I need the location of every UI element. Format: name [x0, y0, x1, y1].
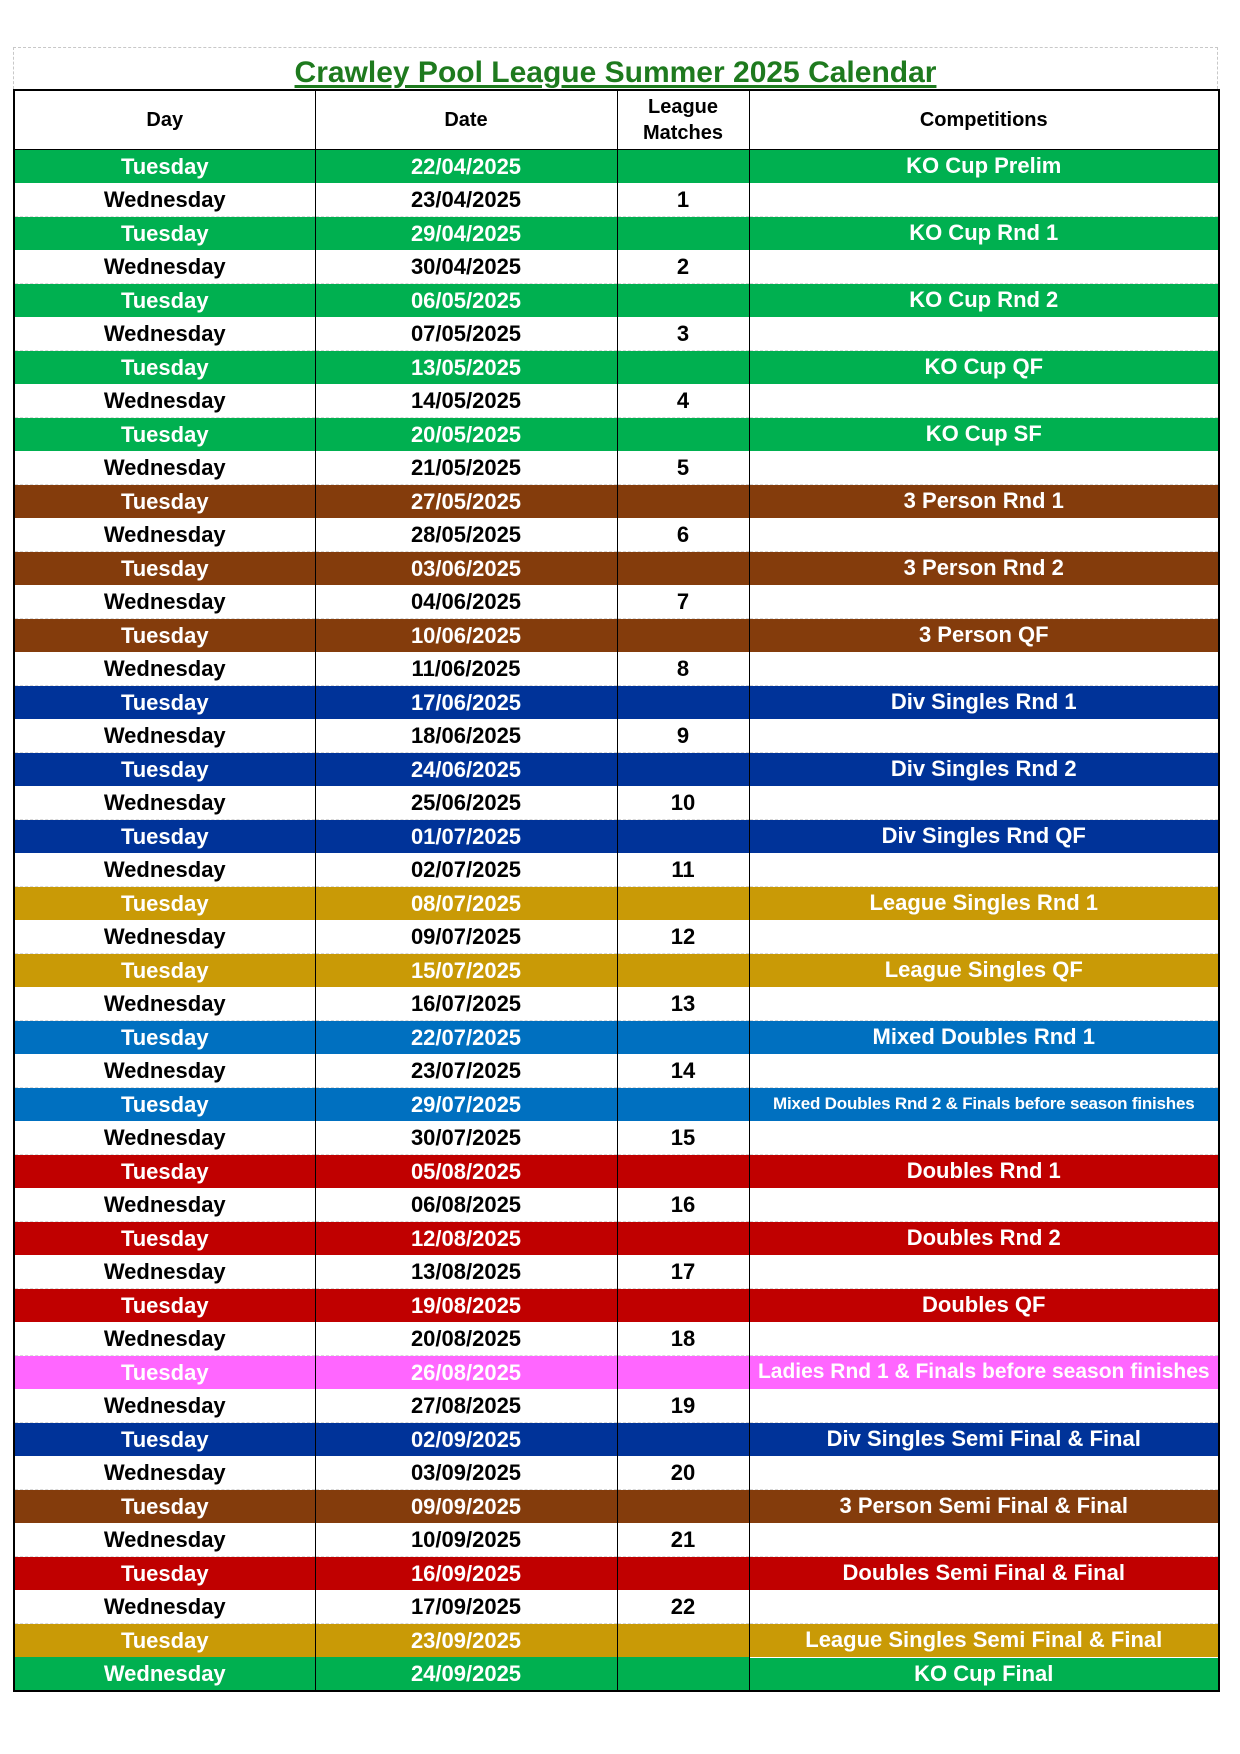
cell-league-match: [617, 1423, 749, 1457]
cell-league-match: 20: [617, 1456, 749, 1490]
cell-competition: [749, 1590, 1219, 1624]
calendar-table: [13, 89, 1220, 1692]
page-title: Crawley Pool League Summer 2025 Calendar: [294, 55, 937, 89]
cell-league-match: [617, 217, 749, 251]
cell-day: Wednesday: [14, 1389, 315, 1423]
cell-competition: Doubles Semi Final & Final: [749, 1557, 1219, 1591]
cell-date: 18/06/2025: [315, 719, 617, 753]
cell-competition: Mixed Doubles Rnd 1: [749, 1021, 1219, 1055]
cell-competition: [749, 920, 1219, 954]
table-row: [14, 1255, 1219, 1289]
cell-competition: 3 Person Rnd 2: [749, 552, 1219, 586]
cell-date: 27/08/2025: [315, 1389, 617, 1423]
table-row: [14, 954, 1219, 988]
cell-day: Wednesday: [14, 250, 315, 284]
table-row: [14, 1490, 1219, 1524]
cell-date: 26/08/2025: [315, 1356, 617, 1390]
cell-date: 03/09/2025: [315, 1456, 617, 1490]
cell-league-match: 12: [617, 920, 749, 954]
cell-league-match: [617, 1155, 749, 1189]
table-row: [14, 585, 1219, 619]
cell-league-match: 7: [617, 585, 749, 619]
cell-competition: [749, 1054, 1219, 1088]
cell-league-match: [617, 954, 749, 988]
cell-competition: [749, 987, 1219, 1021]
cell-league-match: 6: [617, 518, 749, 552]
cell-competition: KO Cup SF: [749, 418, 1219, 452]
cell-league-match: 1: [617, 183, 749, 217]
cell-competition: Div Singles Rnd 2: [749, 753, 1219, 787]
title-row: [13, 47, 1218, 89]
cell-day: Tuesday: [14, 1490, 315, 1524]
cell-day: Wednesday: [14, 987, 315, 1021]
cell-competition: Mixed Doubles Rnd 2 & Finals before season finishes: [749, 1088, 1219, 1122]
table-row: [14, 284, 1219, 318]
cell-league-match: [617, 1289, 749, 1323]
cell-day: Tuesday: [14, 1088, 315, 1122]
cell-date: 12/08/2025: [315, 1222, 617, 1256]
cell-competition: 3 Person Semi Final & Final: [749, 1490, 1219, 1524]
cell-league-match: 19: [617, 1389, 749, 1423]
cell-competition: [749, 250, 1219, 284]
cell-league-match: [617, 418, 749, 452]
cell-competition: Div Singles Semi Final & Final: [749, 1423, 1219, 1457]
cell-date: 24/09/2025: [315, 1657, 617, 1691]
cell-day: Tuesday: [14, 820, 315, 854]
cell-competition: Ladies Rnd 1 & Finals before season finishes: [749, 1356, 1219, 1390]
cell-date: 17/09/2025: [315, 1590, 617, 1624]
cell-day: Tuesday: [14, 217, 315, 251]
cell-date: 02/07/2025: [315, 853, 617, 887]
table-row: [14, 1456, 1219, 1490]
cell-league-match: [617, 1490, 749, 1524]
cell-league-match: 17: [617, 1255, 749, 1289]
cell-day: Wednesday: [14, 384, 315, 418]
table-row: [14, 719, 1219, 753]
cell-day: Tuesday: [14, 1222, 315, 1256]
cell-date: 07/05/2025: [315, 317, 617, 351]
cell-date: 14/05/2025: [315, 384, 617, 418]
table-row: [14, 686, 1219, 720]
table-row: [14, 552, 1219, 586]
cell-date: 13/08/2025: [315, 1255, 617, 1289]
table-row: [14, 518, 1219, 552]
cell-league-match: [617, 1624, 749, 1658]
cell-competition: Doubles QF: [749, 1289, 1219, 1323]
cell-date: 06/05/2025: [315, 284, 617, 318]
cell-league-match: 21: [617, 1523, 749, 1557]
cell-competition: [749, 853, 1219, 887]
cell-date: 20/05/2025: [315, 418, 617, 452]
cell-date: 13/05/2025: [315, 351, 617, 385]
cell-league-match: [617, 1657, 749, 1691]
cell-day: Wednesday: [14, 1054, 315, 1088]
cell-date: 03/06/2025: [315, 552, 617, 586]
cell-competition: [749, 1322, 1219, 1356]
table-row: [14, 485, 1219, 519]
cell-competition: KO Cup QF: [749, 351, 1219, 385]
cell-competition: [749, 1188, 1219, 1222]
cell-competition: Doubles Rnd 1: [749, 1155, 1219, 1189]
cell-competition: [749, 652, 1219, 686]
cell-date: 29/07/2025: [315, 1088, 617, 1122]
cell-competition: KO Cup Prelim: [749, 150, 1219, 184]
table-row: [14, 1155, 1219, 1189]
cell-date: 21/05/2025: [315, 451, 617, 485]
calendar-body: [14, 150, 1219, 1692]
cell-league-match: [617, 1356, 749, 1390]
cell-date: 23/04/2025: [315, 183, 617, 217]
cell-day: Wednesday: [14, 1121, 315, 1155]
table-row: [14, 1088, 1219, 1122]
cell-date: 02/09/2025: [315, 1423, 617, 1457]
cell-day: Wednesday: [14, 652, 315, 686]
cell-league-match: 9: [617, 719, 749, 753]
cell-day: Wednesday: [14, 1188, 315, 1222]
cell-date: 05/08/2025: [315, 1155, 617, 1189]
cell-date: 09/07/2025: [315, 920, 617, 954]
header-date: Date: [315, 90, 617, 150]
cell-competition: League Singles Rnd 1: [749, 887, 1219, 921]
cell-competition: League Singles Semi Final & Final: [749, 1624, 1219, 1658]
cell-league-match: 14: [617, 1054, 749, 1088]
table-row: [14, 1557, 1219, 1591]
table-row: [14, 1523, 1219, 1557]
table-row: [14, 987, 1219, 1021]
cell-league-match: 8: [617, 652, 749, 686]
table-row: [14, 820, 1219, 854]
cell-date: 16/07/2025: [315, 987, 617, 1021]
cell-league-match: [617, 552, 749, 586]
cell-day: Wednesday: [14, 853, 315, 887]
cell-day: Wednesday: [14, 1590, 315, 1624]
cell-day: Wednesday: [14, 451, 315, 485]
cell-competition: [749, 1121, 1219, 1155]
cell-competition: KO Cup Rnd 2: [749, 284, 1219, 318]
cell-competition: Div Singles Rnd 1: [749, 686, 1219, 720]
cell-league-match: [617, 619, 749, 653]
cell-competition: Div Singles Rnd QF: [749, 820, 1219, 854]
cell-date: 28/05/2025: [315, 518, 617, 552]
table-row: [14, 1624, 1219, 1658]
cell-date: 10/06/2025: [315, 619, 617, 653]
table-row: [14, 887, 1219, 921]
table-row: [14, 217, 1219, 251]
cell-date: 17/06/2025: [315, 686, 617, 720]
cell-competition: KO Cup Rnd 1: [749, 217, 1219, 251]
header-competitions: Competitions: [749, 90, 1219, 150]
cell-competition: Doubles Rnd 2: [749, 1222, 1219, 1256]
cell-league-match: 11: [617, 853, 749, 887]
table-row: [14, 920, 1219, 954]
cell-day: Wednesday: [14, 1255, 315, 1289]
table-row: [14, 317, 1219, 351]
table-row: [14, 1222, 1219, 1256]
cell-day: Tuesday: [14, 284, 315, 318]
cell-competition: [749, 451, 1219, 485]
cell-date: 20/08/2025: [315, 1322, 617, 1356]
cell-date: 19/08/2025: [315, 1289, 617, 1323]
cell-day: Tuesday: [14, 954, 315, 988]
cell-date: 08/07/2025: [315, 887, 617, 921]
cell-league-match: [617, 150, 749, 184]
cell-date: 24/06/2025: [315, 753, 617, 787]
table-row: [14, 150, 1219, 184]
cell-day: Wednesday: [14, 1657, 315, 1691]
cell-date: 27/05/2025: [315, 485, 617, 519]
table-row: [14, 1322, 1219, 1356]
table-row: [14, 1289, 1219, 1323]
cell-date: 15/07/2025: [315, 954, 617, 988]
cell-day: Tuesday: [14, 485, 315, 519]
cell-league-match: 3: [617, 317, 749, 351]
cell-competition: [749, 719, 1219, 753]
cell-competition: 3 Person QF: [749, 619, 1219, 653]
cell-day: Wednesday: [14, 1322, 315, 1356]
cell-league-match: [617, 887, 749, 921]
table-row: [14, 1389, 1219, 1423]
table-row: [14, 853, 1219, 887]
cell-day: Tuesday: [14, 150, 315, 184]
table-row: [14, 451, 1219, 485]
cell-day: Tuesday: [14, 1021, 315, 1055]
table-row: [14, 753, 1219, 787]
cell-day: Wednesday: [14, 518, 315, 552]
cell-date: 04/06/2025: [315, 585, 617, 619]
table-row: [14, 1356, 1219, 1390]
table-row: [14, 786, 1219, 820]
cell-competition: [749, 786, 1219, 820]
header-league-matches: [617, 90, 749, 150]
cell-league-match: [617, 1557, 749, 1591]
table-row: [14, 1423, 1219, 1457]
cell-competition: League Singles QF: [749, 954, 1219, 988]
cell-competition: 3 Person Rnd 1: [749, 485, 1219, 519]
table-row: [14, 1188, 1219, 1222]
cell-league-match: [617, 753, 749, 787]
cell-date: 11/06/2025: [315, 652, 617, 686]
cell-day: Tuesday: [14, 552, 315, 586]
table-row: [14, 384, 1219, 418]
cell-date: 25/06/2025: [315, 786, 617, 820]
cell-day: Wednesday: [14, 183, 315, 217]
cell-competition: [749, 518, 1219, 552]
table-row: [14, 1021, 1219, 1055]
cell-competition: [749, 317, 1219, 351]
cell-date: 30/04/2025: [315, 250, 617, 284]
table-row: [14, 183, 1219, 217]
cell-day: Wednesday: [14, 920, 315, 954]
table-row: [14, 351, 1219, 385]
cell-day: Tuesday: [14, 1557, 315, 1591]
cell-day: Tuesday: [14, 686, 315, 720]
cell-date: 06/08/2025: [315, 1188, 617, 1222]
cell-competition: [749, 384, 1219, 418]
cell-date: 23/07/2025: [315, 1054, 617, 1088]
cell-league-match: 5: [617, 451, 749, 485]
table-row: [14, 619, 1219, 653]
cell-day: Tuesday: [14, 351, 315, 385]
cell-day: Tuesday: [14, 1624, 315, 1658]
cell-competition: [749, 585, 1219, 619]
cell-day: Wednesday: [14, 585, 315, 619]
cell-league-match: 4: [617, 384, 749, 418]
cell-competition: [749, 1456, 1219, 1490]
cell-league-match: 15: [617, 1121, 749, 1155]
cell-day: Tuesday: [14, 1423, 315, 1457]
cell-competition: [749, 1389, 1219, 1423]
header-row: [14, 90, 1219, 150]
cell-league-match: 18: [617, 1322, 749, 1356]
table-row: [14, 1054, 1219, 1088]
cell-day: Tuesday: [14, 1155, 315, 1189]
cell-date: 01/07/2025: [315, 820, 617, 854]
cell-day: Tuesday: [14, 887, 315, 921]
cell-league-match: 13: [617, 987, 749, 1021]
cell-day: Wednesday: [14, 786, 315, 820]
header-league-label: League Matches: [642, 96, 724, 144]
table-row: [14, 1590, 1219, 1624]
table-row: [14, 1657, 1219, 1691]
cell-date: 10/09/2025: [315, 1523, 617, 1557]
cell-day: Wednesday: [14, 1456, 315, 1490]
cell-league-match: [617, 1021, 749, 1055]
cell-league-match: [617, 1088, 749, 1122]
cell-date: 23/09/2025: [315, 1624, 617, 1658]
cell-date: 22/07/2025: [315, 1021, 617, 1055]
cell-date: 16/09/2025: [315, 1557, 617, 1591]
table-row: [14, 652, 1219, 686]
cell-competition: [749, 183, 1219, 217]
cell-day: Wednesday: [14, 719, 315, 753]
cell-competition: [749, 1255, 1219, 1289]
calendar-sheet: [13, 47, 1218, 1692]
cell-day: Wednesday: [14, 1523, 315, 1557]
cell-competition: KO Cup Final: [749, 1657, 1219, 1691]
cell-date: 22/04/2025: [315, 150, 617, 184]
cell-date: 29/04/2025: [315, 217, 617, 251]
cell-day: Tuesday: [14, 753, 315, 787]
header-day: Day: [14, 90, 315, 150]
cell-day: Wednesday: [14, 317, 315, 351]
cell-league-match: [617, 686, 749, 720]
cell-day: Tuesday: [14, 1289, 315, 1323]
table-row: [14, 250, 1219, 284]
cell-league-match: [617, 485, 749, 519]
cell-league-match: [617, 284, 749, 318]
cell-day: Tuesday: [14, 1356, 315, 1390]
table-row: [14, 418, 1219, 452]
cell-league-match: 10: [617, 786, 749, 820]
cell-date: 30/07/2025: [315, 1121, 617, 1155]
cell-league-match: 2: [617, 250, 749, 284]
cell-day: Tuesday: [14, 619, 315, 653]
table-row: [14, 1121, 1219, 1155]
cell-league-match: [617, 351, 749, 385]
cell-day: Tuesday: [14, 418, 315, 452]
cell-league-match: 16: [617, 1188, 749, 1222]
cell-date: 09/09/2025: [315, 1490, 617, 1524]
cell-competition: [749, 1523, 1219, 1557]
cell-league-match: [617, 1222, 749, 1256]
cell-league-match: 22: [617, 1590, 749, 1624]
cell-league-match: [617, 820, 749, 854]
